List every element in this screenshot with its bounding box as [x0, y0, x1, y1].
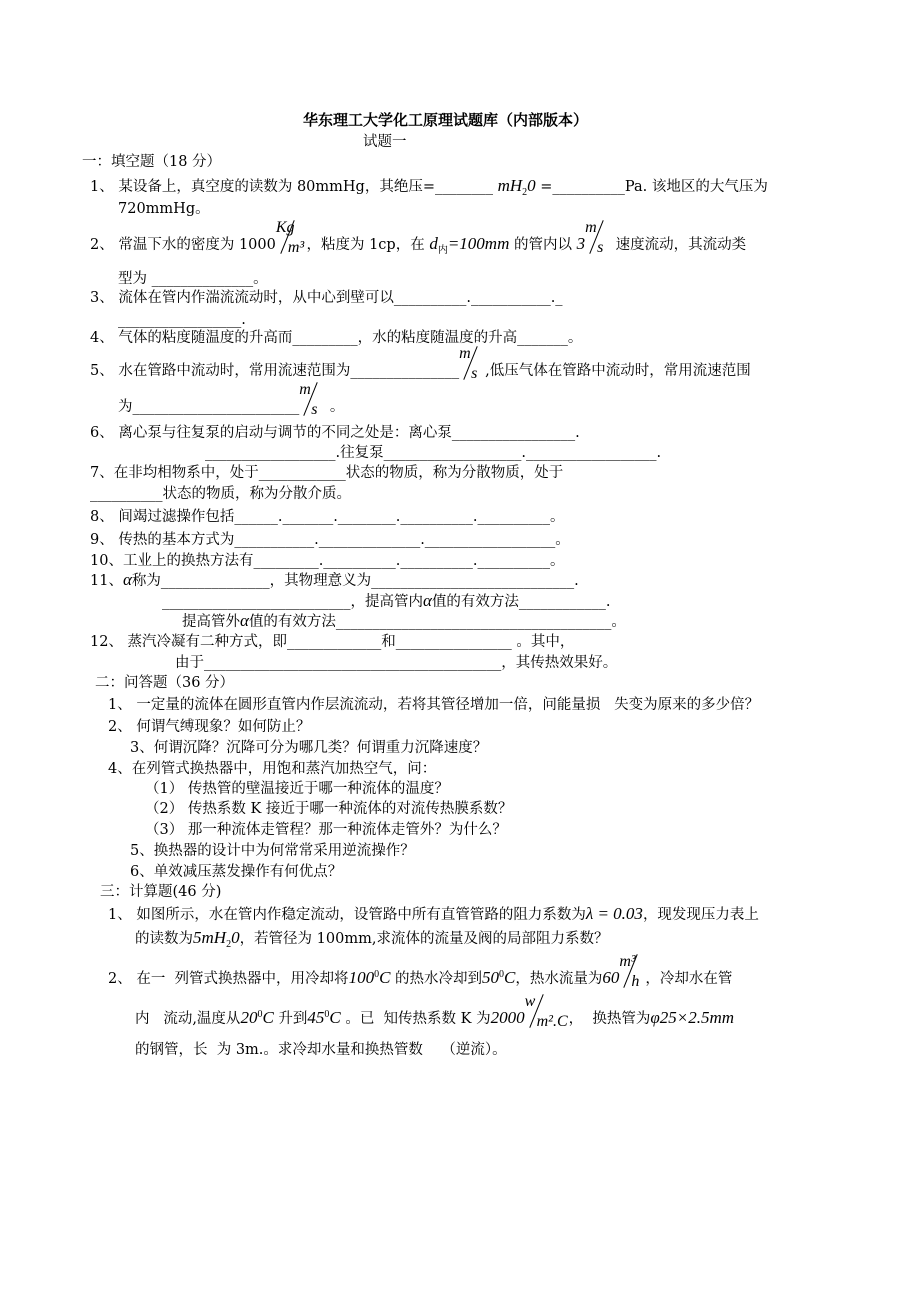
section-heading: [95, 674, 234, 692]
fraction-denominator: m².C: [536, 1013, 568, 1030]
math-expression: d: [429, 234, 438, 253]
question-line: [90, 329, 582, 347]
text-segment: 值的有效方法______________________________________。: [248, 614, 626, 630]
text-segment: 1、 某设备上，真空度的读数为 80mmHg，其绝压=________: [90, 179, 498, 195]
text-segment: 2、 在一 列管式换热器中，用冷却将: [108, 971, 349, 987]
question-line: [90, 508, 565, 526]
text-segment: 的读数为: [135, 931, 193, 947]
question-line: [182, 612, 626, 631]
text-segment: （2） 传热系数 K 接近于哪一种流体的对流传热膜系数？: [145, 801, 513, 817]
question-line: [108, 760, 436, 778]
question-line: [90, 552, 565, 570]
text-segment: ，粘度为 1cp，在: [301, 237, 430, 253]
question-line: [135, 993, 735, 1030]
question-line: [90, 571, 579, 590]
text-segment: 7、在非均相物系中，处于____________状态的物质，称为分散物质，处于: [90, 465, 564, 481]
text-segment: 5、 水在管路中流动时，常用流速范围为_______________: [90, 363, 460, 379]
fraction-denominator: m³: [287, 239, 305, 256]
math-expression: C: [329, 1008, 341, 1027]
text-segment: 的热水冷却到: [390, 971, 483, 987]
text-segment: _________________.: [118, 312, 246, 328]
text-segment: 6、单效减压蒸发操作有何优点？: [130, 864, 343, 880]
subscript: 2: [522, 186, 528, 198]
text-segment: 型为 ______________。: [118, 271, 268, 287]
math-expression: 20: [240, 1008, 258, 1027]
text-segment: ，若管径为 100mm,求流体的流量及阀的局部阻力系数？: [239, 931, 609, 947]
question-line: [205, 444, 661, 462]
text-segment: 的钢管，长 为 3m.。求冷却水量和换热管数 （逆流）。: [135, 1042, 507, 1058]
fraction-numerator: m: [299, 381, 311, 398]
text-segment: __________状态的物质，称为分散介质。: [90, 486, 351, 502]
section-heading: [100, 883, 221, 901]
text-segment: 12、 蒸汽冷凝有二种方式，即_____________和________________ 。其中，: [90, 634, 575, 650]
text-segment: 。已 知传热系数 K 为: [340, 1011, 491, 1027]
text-segment: 。: [325, 399, 345, 415]
text-segment: 2、 何谓气缚现象？如何防止？: [108, 719, 311, 735]
superscript: 0: [499, 969, 505, 981]
question-line: [90, 464, 563, 482]
fraction-denominator: s: [597, 239, 604, 256]
text-segment: 升到: [273, 1011, 308, 1027]
question-line: [90, 289, 563, 307]
unit-fraction: [275, 219, 305, 256]
question-line: [108, 718, 310, 736]
question-line: [130, 863, 342, 881]
text-segment: 6、 离心泵与往复泵的启动与调节的不同之处是：离心泵_________________.: [90, 425, 580, 441]
question-line: [90, 531, 570, 549]
question-line: [135, 929, 608, 954]
document-subtitle: 试题一: [363, 134, 407, 150]
question-line: [175, 654, 617, 672]
fraction-denominator: s: [311, 401, 318, 418]
text-segment: 二：问答题（36 分）: [95, 675, 235, 691]
text-segment: 1、 一定量的流体在圆形直管内作层流流动，若将其管径增加一倍，问能量损 失变为原来的多少倍？: [108, 697, 760, 713]
text-segment: 的管内以: [509, 237, 577, 253]
math-expression: C: [262, 1008, 274, 1027]
question-line: [108, 953, 733, 990]
fraction-numerator: m³: [619, 953, 636, 970]
subscript: 内: [437, 244, 448, 256]
question-line: [118, 381, 345, 418]
question-line: [90, 485, 351, 503]
math-expression: α: [423, 591, 432, 610]
question-line: [90, 424, 580, 442]
math-expression: α: [122, 570, 132, 589]
question-line: [145, 821, 507, 839]
question-line: [135, 1041, 507, 1059]
text-segment: 4、在列管式换热器中，用饱和蒸汽加热空气，问：: [108, 761, 437, 777]
text-segment: 10、工业上的换热方法有_________.__________.__________.__________。: [90, 553, 565, 569]
fraction-denominator: h: [631, 973, 640, 990]
unit-fraction: [585, 219, 611, 256]
math-expression: C: [379, 968, 391, 987]
math-expression: α: [240, 611, 249, 630]
question-line: [130, 842, 415, 860]
math-expression: 60: [602, 968, 620, 987]
text-segment: 值的有效方法____________.: [431, 594, 611, 610]
unit-fraction: [619, 953, 645, 990]
text-segment: ，热水流量为: [515, 971, 603, 987]
math-expression: 50: [482, 968, 500, 987]
text-segment: 为_______________________: [118, 399, 300, 415]
text-segment: 由于_________________________________________，其传热效果好。: [175, 655, 618, 671]
text-segment: 3、何谓沉降？沉降可分为哪几类？何谓重力沉降速度？: [130, 740, 488, 756]
question-line: [90, 633, 574, 651]
math-expression: λ = 0.03: [585, 904, 643, 923]
math-expression: 0: [527, 176, 536, 195]
unit-fraction: [299, 381, 325, 418]
fraction-numerator: m: [459, 345, 471, 362]
question-line: [145, 780, 449, 798]
text-segment: ，现发现压力表上: [642, 907, 759, 923]
question-line: [118, 270, 268, 288]
math-expression: 5mH: [193, 928, 227, 947]
text-segment: __________________________，提高管内: [162, 594, 423, 610]
math-expression: φ25×2.5mm: [650, 1008, 735, 1027]
superscript: 0: [374, 969, 380, 981]
subscript: 2: [226, 938, 232, 950]
question-line: [90, 345, 751, 382]
unit-fraction: [524, 993, 569, 1030]
math-expression: 2000: [490, 1008, 525, 1027]
question-line: [90, 177, 768, 202]
fraction-numerator: w: [524, 993, 536, 1010]
text-segment: 提高管外: [182, 614, 240, 630]
math-expression: =100mm: [447, 234, 510, 253]
fraction-denominator: s: [471, 365, 478, 382]
question-line: [162, 592, 611, 611]
question-line: [118, 200, 210, 218]
text-segment: 1、 如图所示，水在管内作稳定流动，设管路中所有直管管路的阻力系数为: [108, 907, 586, 923]
text-segment: =__________Pa. 该地区的大气压为: [535, 179, 768, 195]
fraction-numerator: m: [585, 219, 597, 236]
text-segment: ， 换热管为: [568, 1011, 651, 1027]
text-segment: ,低压气体在管路中流动时，常用流速范围: [485, 363, 751, 379]
text-segment: 9、 传热的基本方式为___________.______________.__________________。: [90, 532, 570, 548]
text-segment: 3、 流体在管内作湍流流动时，从中心到壁可以__________.___________._: [90, 290, 563, 306]
text-segment: （3） 那一种流体走管程？那一种流体走管外？为什么？: [145, 822, 507, 838]
fraction-numerator: Kg: [275, 219, 295, 236]
text-segment: 2、 常温下水的密度为 1000: [90, 237, 276, 253]
superscript: 0: [324, 1009, 330, 1021]
question-line: [90, 219, 747, 260]
question-line: [118, 311, 246, 329]
question-line: [108, 905, 759, 924]
text-segment: （1） 传热管的壁温接近于哪一种流体的温度？: [145, 781, 449, 797]
math-expression: C: [504, 968, 516, 987]
text-segment: 11、: [90, 573, 123, 589]
math-expression: 100: [348, 968, 375, 987]
text-segment: 称为_______________，其物理意义为____________________________.: [131, 573, 579, 589]
text-segment: ，冷却水在管: [645, 971, 733, 987]
unit-fraction: [459, 345, 485, 382]
text-segment: 5、换热器的设计中为何常常采用逆流操作？: [130, 843, 415, 859]
text-segment: 速度流动，其流动类: [611, 237, 747, 253]
text-segment: 三：计算题(46 分): [100, 884, 222, 900]
math-expression: 3: [576, 234, 586, 253]
section-heading: [82, 153, 221, 171]
text-segment: 720mmHg。: [118, 201, 210, 217]
text-segment: __________________.往复泵___________________.__________________.: [205, 445, 662, 461]
superscript: 0: [257, 1009, 263, 1021]
question-line: [130, 739, 487, 757]
math-expression: 0: [231, 928, 240, 947]
question-line: [108, 696, 759, 714]
math-expression: mH: [497, 176, 523, 195]
text-segment: 一：填空题（18 分）: [82, 154, 222, 170]
document-title: 华东理工大学化工原理试题库（内部版本）: [303, 111, 589, 129]
text-segment: 内 流动,温度从: [135, 1011, 241, 1027]
text-segment: 4、 气体的粘度随温度的升高而_________，水的粘度随温度的升高_______。: [90, 330, 583, 346]
math-expression: 45: [307, 1008, 325, 1027]
question-line: [145, 800, 512, 818]
text-segment: 8、 间竭过滤操作包括______._______.________.__________.__________。: [90, 509, 565, 525]
